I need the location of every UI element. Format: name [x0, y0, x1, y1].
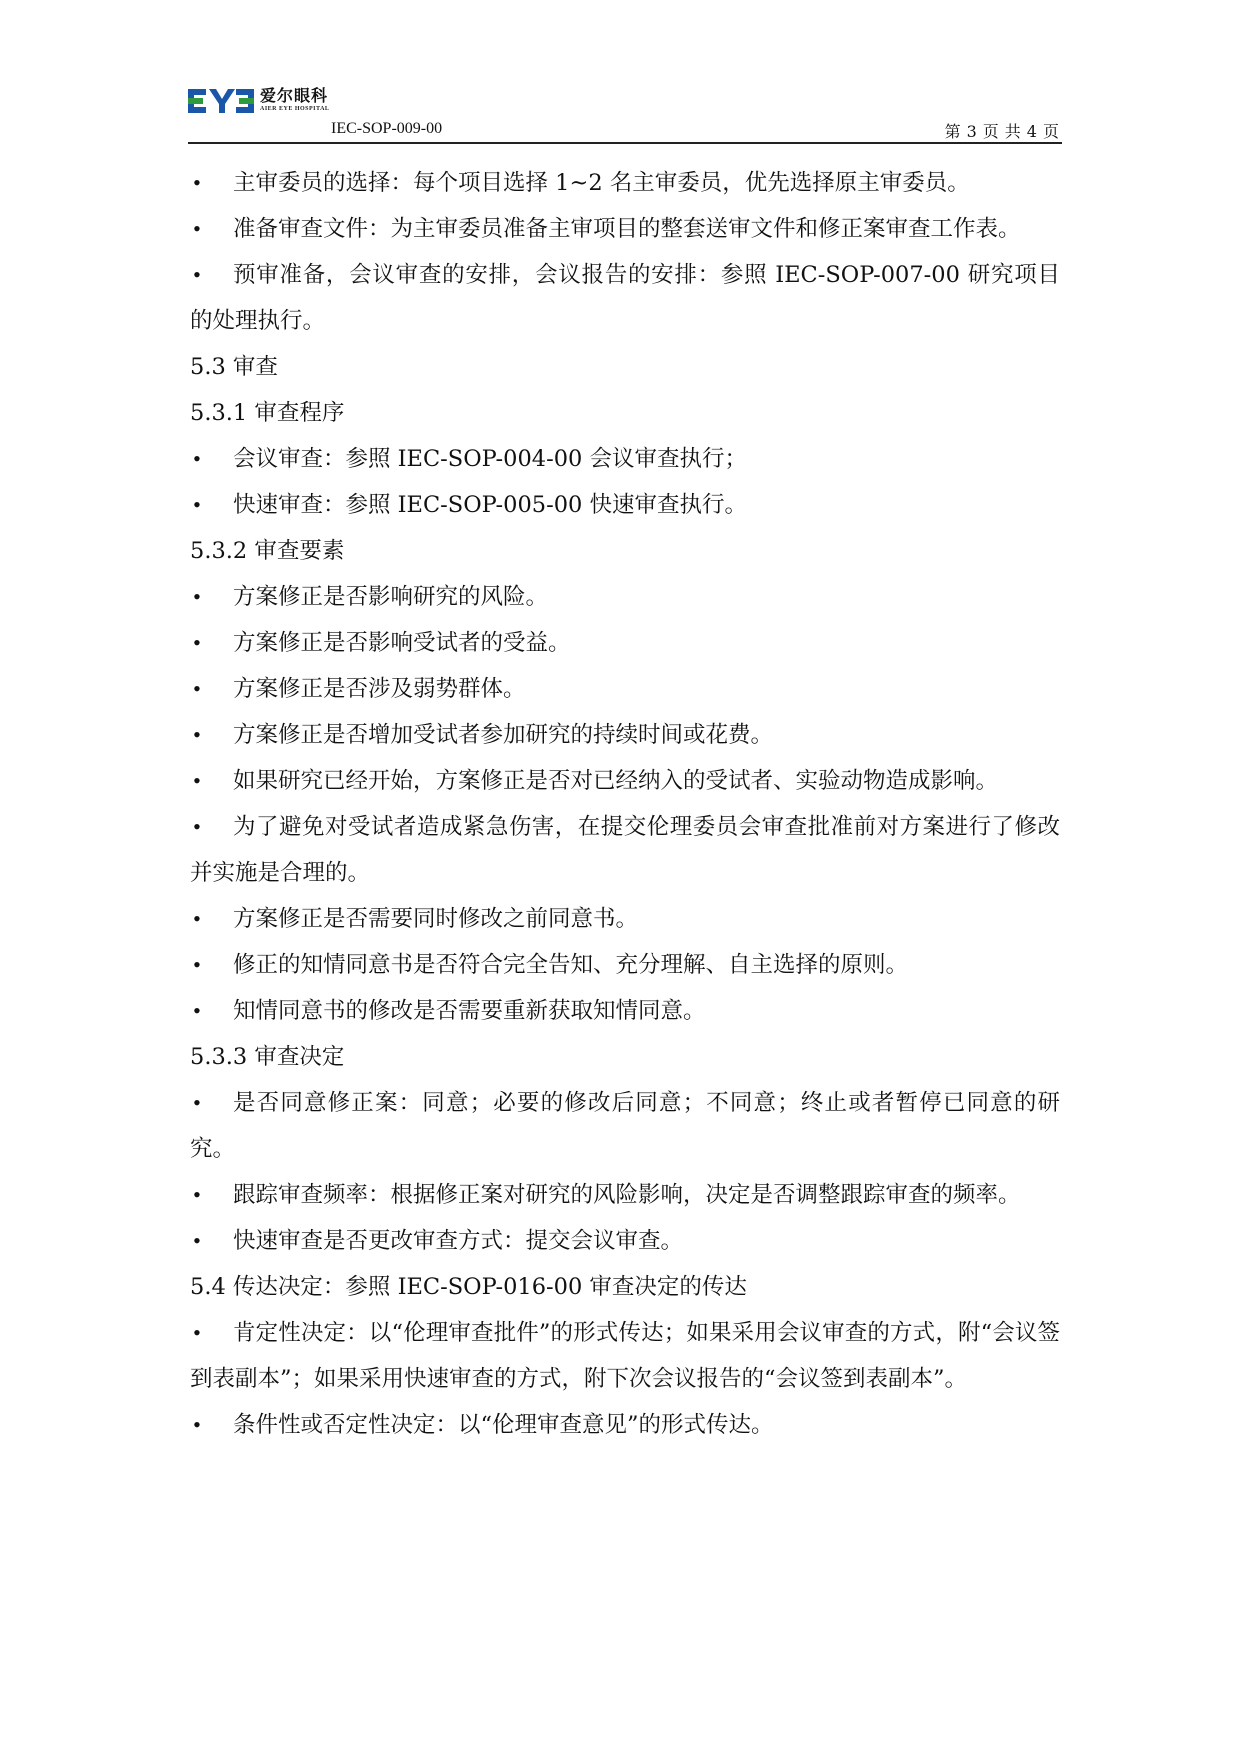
- current-page: 3: [966, 122, 977, 141]
- section-heading: [190, 528, 1060, 574]
- paragraph-text: 5.3.1 审查程序: [190, 400, 345, 426]
- paragraph-text: 5.3 审查: [190, 354, 278, 380]
- bullet-icon: •: [193, 722, 201, 747]
- paragraph-text: 快速审查：参照 IEC-SOP-005-00 快速审查执行。: [233, 492, 747, 518]
- bullet-paragraph: [190, 252, 1060, 344]
- bullet-paragraph: [190, 942, 1060, 988]
- bullet-icon: •: [193, 768, 201, 793]
- bullet-paragraph: [190, 666, 1060, 712]
- bullet-icon: •: [193, 1090, 201, 1115]
- paragraph-text: 5.3.2 审查要素: [190, 538, 345, 564]
- header-rule: [188, 142, 1062, 144]
- bullet-icon: •: [193, 998, 201, 1023]
- bullet-paragraph: [190, 804, 1060, 896]
- bullet-icon: •: [193, 1182, 201, 1207]
- bullet-icon: •: [193, 814, 201, 839]
- bullet-paragraph: [190, 160, 1060, 206]
- paragraph-text: 快速审查是否更改审查方式：提交会议审查。: [233, 1228, 684, 1254]
- bullet-icon: •: [193, 170, 201, 195]
- bullet-icon: •: [193, 952, 201, 977]
- paragraph-text: 方案修正是否需要同时修改之前同意书。: [233, 906, 639, 932]
- paragraph-text: 知情同意书的修改是否需要重新获取知情同意。: [233, 998, 706, 1024]
- paragraph-text: 如果研究已经开始，方案修正是否对已经纳入的受试者、实验动物造成影响。: [233, 768, 999, 794]
- bullet-paragraph: [190, 896, 1060, 942]
- section-heading: [190, 344, 1060, 390]
- page-header: [188, 82, 1062, 148]
- section-heading: [190, 1264, 1060, 1310]
- paragraph-text: 修正的知情同意书是否符合完全告知、充分理解、自主选择的原则。: [233, 952, 909, 978]
- paragraph-text: 会议审查：参照 IEC-SOP-004-00 会议审查执行；: [233, 446, 747, 472]
- bullet-icon: •: [193, 676, 201, 701]
- bullet-paragraph: [190, 1080, 1060, 1172]
- bullet-icon: •: [193, 630, 201, 655]
- bullet-paragraph: [190, 988, 1060, 1034]
- paragraph-text: 5.4 传达决定：参照 IEC-SOP-016-00 审查决定的传达: [190, 1274, 747, 1300]
- paragraph-text: 方案修正是否增加受试者参加研究的持续时间或花费。: [233, 722, 774, 748]
- bullet-paragraph: [190, 1172, 1060, 1218]
- bullet-paragraph: [190, 206, 1060, 252]
- section-heading: [190, 1034, 1060, 1080]
- bullet-icon: •: [193, 584, 201, 609]
- bullet-icon: •: [193, 446, 201, 471]
- bullet-paragraph: [190, 1218, 1060, 1264]
- document-body: [190, 160, 1060, 1448]
- document-code: IEC-SOP-009-00: [331, 120, 443, 137]
- paragraph-text: 方案修正是否影响受试者的受益。: [233, 630, 571, 656]
- bullet-icon: •: [193, 262, 201, 287]
- section-heading: [190, 390, 1060, 436]
- paragraph-text: 是否同意修正案：同意；必要的修改后同意；不同意；终止或者暂停已同意的研究。: [190, 1090, 1060, 1162]
- bullet-paragraph: [190, 436, 1060, 482]
- paragraph-text: 5.3.3 审查决定: [190, 1044, 345, 1070]
- bullet-paragraph: [190, 712, 1060, 758]
- bullet-paragraph: [190, 482, 1060, 528]
- paragraph-text: 方案修正是否涉及弱势群体。: [233, 676, 526, 702]
- page-number: 第 3 页 共 4 页: [944, 122, 1059, 141]
- bullet-paragraph: [190, 758, 1060, 804]
- paragraph-text: 方案修正是否影响研究的风险。: [233, 584, 549, 610]
- bullet-icon: •: [193, 216, 201, 241]
- bullet-icon: •: [193, 492, 201, 517]
- bullet-icon: •: [193, 1320, 201, 1345]
- eye-logo-icon: [188, 87, 254, 117]
- bullet-icon: •: [193, 1412, 201, 1437]
- paragraph-text: 为了避免对受试者造成紧急伤害，在提交伦理委员会审查批准前对方案进行了修改并实施是合理的。: [190, 814, 1060, 886]
- bullet-paragraph: [190, 620, 1060, 666]
- bullet-paragraph: [190, 574, 1060, 620]
- logo-chinese-name: 爱尔眼科: [260, 86, 329, 105]
- paragraph-text: 准备审查文件：为主审委员准备主审项目的整套送审文件和修正案审查工作表。: [233, 216, 1021, 242]
- total-pages: 4: [1026, 122, 1037, 141]
- bullet-icon: •: [193, 906, 201, 931]
- paragraph-text: 预审准备，会议审查的安排，会议报告的安排：参照 IEC-SOP-007-00 研究项目的处理执行。: [190, 262, 1060, 334]
- logo-english-name: AIER EYE HOSPITAL: [260, 106, 330, 112]
- hospital-logo: [188, 87, 329, 127]
- paragraph-text: 主审委员的选择：每个项目选择 1~2 名主审委员，优先选择原主审委员。: [233, 170, 970, 196]
- bullet-paragraph: [190, 1402, 1060, 1448]
- bullet-paragraph: [190, 1310, 1060, 1402]
- paragraph-text: 条件性或否定性决定：以“伦理审查意见”的形式传达。: [233, 1412, 774, 1438]
- paragraph-text: 肯定性决定：以“伦理审查批件”的形式传达；如果采用会议审查的方式，附“会议签到表副本”；如果采用快速审查的方式，附下次会议报告的“会议签到表副本”。: [190, 1320, 1060, 1392]
- paragraph-text: 跟踪审查频率：根据修正案对研究的风险影响，决定是否调整跟踪审查的频率。: [233, 1182, 1021, 1208]
- bullet-icon: •: [193, 1228, 201, 1253]
